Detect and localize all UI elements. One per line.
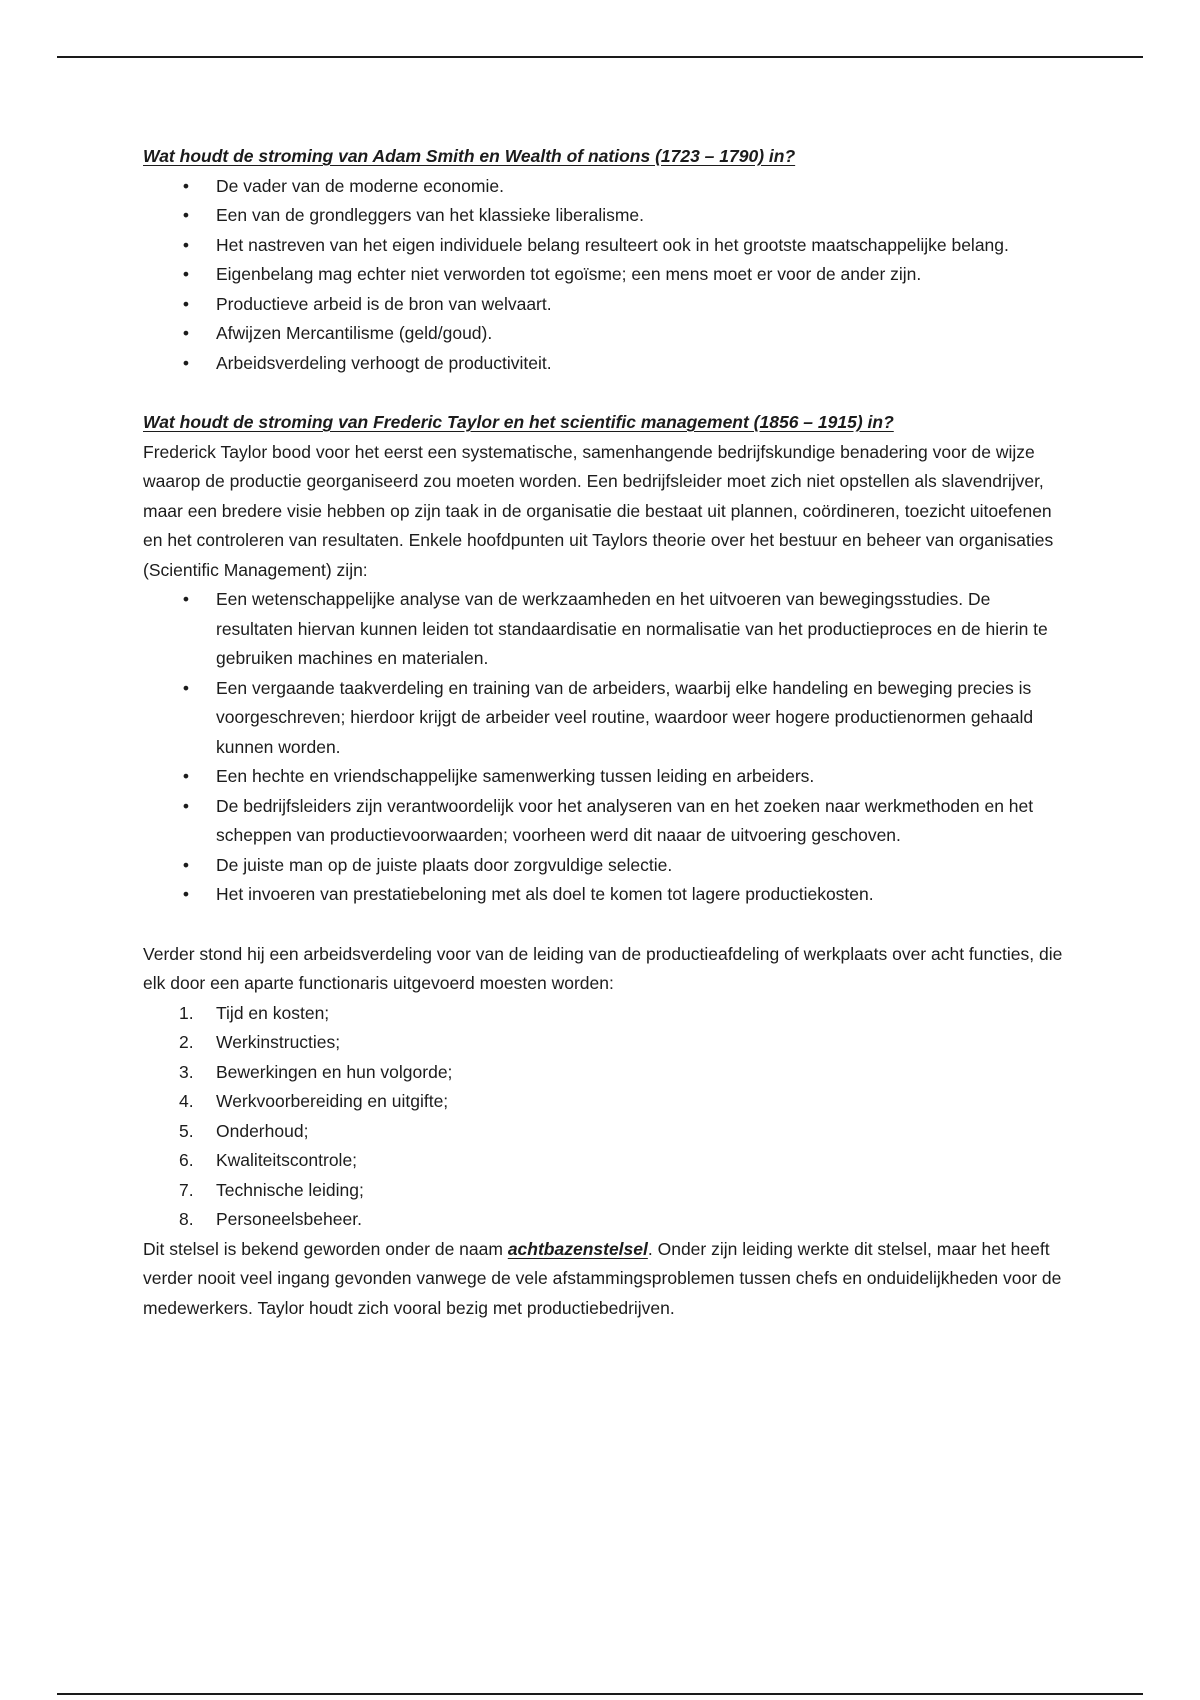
adam-smith-bullet-list: [143, 172, 1063, 379]
bullet-icon: •: [182, 884, 190, 904]
list-item: [143, 1176, 1063, 1206]
list-number: 4.: [179, 1091, 194, 1111]
list-item: [143, 851, 1063, 881]
list-item: [143, 1146, 1063, 1176]
list-item-text: De vader van de moderne economie.: [216, 175, 504, 196]
bullet-icon: •: [182, 352, 190, 373]
list-item-text: De juiste man op de juiste plaats door zorgvuldige selectie.: [216, 854, 673, 875]
list-item-text: Tijd en kosten;: [216, 1002, 330, 1023]
list-number: 5.: [179, 1120, 194, 1141]
bullet-icon: •: [182, 234, 190, 255]
list-item: [143, 1087, 1063, 1117]
section-heading-taylor: Wat houdt de stroming van Frederic Taylor en het scientific management (1856 – 1915) in?: [143, 412, 894, 432]
list-item: [143, 290, 1063, 320]
list-item-text: Afwijzen Mercantilisme (geld/goud).: [216, 323, 493, 343]
list-item: [143, 1028, 1063, 1058]
bullet-icon: •: [182, 766, 190, 786]
spacer: [143, 910, 1063, 940]
list-item-text: Technische leiding;: [216, 1179, 364, 1200]
bullet-icon: •: [182, 323, 190, 343]
bullet-icon: •: [182, 264, 190, 284]
list-item: [143, 792, 1063, 851]
list-item: [143, 674, 1063, 763]
list-item-text: Een wetenschappelijke analyse van de werkzaamheden en het uitvoeren van bewegingsstudies. De resultaten hiervan kunnen leiden tot standaardisatie en normalisatie van het productieproces en de hierin te gebruiken machines en materialen.: [216, 589, 1048, 668]
bullet-icon: •: [182, 589, 190, 609]
list-item: [143, 319, 1063, 349]
list-item-text: Het nastreven van het eigen individuele belang resulteert ook in het grootste maatschappelijke belang.: [216, 234, 1009, 255]
list-number: 1.: [179, 1002, 194, 1023]
taylor-intro-paragraph: Frederick Taylor bood voor het eerst een systematische, samenhangende bedrijfskundige benadering voor de wijze waarop de productie georganiseerd zou moeten worden. Een bedrijfsleider moet zich niet opstellen als slavendrijver, maar een bredere visie hebben op zijn taak in de organisatie die bestaat uit plannen, coördineren, toezicht uitoefenen en het controleren van resultaten. Enkele hoofdpunten uit Taylors theorie over het bestuur en beheer van organisaties (Scientific Management) zijn:: [143, 441, 1054, 580]
list-item: [143, 1058, 1063, 1088]
list-item-text: Kwaliteitscontrole;: [216, 1150, 358, 1170]
list-item-text: Een van de grondleggers van het klassieke liberalisme.: [216, 205, 645, 225]
list-item-text: Een hechte en vriendschappelijke samenwerking tussen leiding en arbeiders.: [216, 766, 815, 786]
document-body: [143, 142, 1063, 1323]
achtbazenstelsel-term: achtbazenstelsel: [507, 1238, 648, 1259]
list-item-text: Onderhoud;: [216, 1120, 309, 1141]
list-item: [143, 231, 1063, 261]
list-item-text: De bedrijfsleiders zijn verantwoordelijk voor het analyseren van en het zoeken naar werkmethoden en het scheppen van productievoorwaarden; voorheen werd dit naaar de uitvoering geschoven.: [216, 795, 1034, 845]
list-item-text: Een vergaande taakverdeling en training van de arbeiders, waarbij elke handeling en beweging precies is voorgeschreven; hierdoor krijgt de arbeider veel routine, waardoor weer hogere productienormen gehaald kunnen worden.: [216, 677, 1034, 757]
spacer: [143, 378, 1063, 408]
closing-text-before: Dit stelsel is bekend geworden onder de naam: [143, 1238, 508, 1259]
list-item-text: Werkinstructies;: [216, 1032, 341, 1052]
list-item-text: Bewerkingen en hun volgorde;: [216, 1061, 453, 1082]
list-item: [143, 1117, 1063, 1147]
list-item-text: Personeelsbeheer.: [216, 1209, 362, 1229]
list-item: [143, 762, 1063, 792]
list-number: 8.: [179, 1209, 194, 1229]
taylor-bullet-list: [143, 585, 1063, 910]
bullet-icon: •: [182, 854, 190, 875]
closing-text-after: . Onder zijn leiding werkte dit stelsel, maar het heeft verder nooit veel ingang gevonden vanwege de vele afstammingsproblemen tussen chefs en onduidelijkheden voor de medewerkers. Taylor houdt zich vooral bezig met productiebedrijven.: [143, 1238, 1062, 1318]
list-number: 7.: [179, 1179, 194, 1200]
list-item-text: Eigenbelang mag echter niet verworden tot egoïsme; een mens moet er voor de ander zijn.: [216, 264, 922, 284]
bullet-icon: •: [182, 205, 190, 225]
list-number: 6.: [179, 1150, 194, 1170]
list-item: [143, 349, 1063, 379]
functions-numbered-list: [143, 999, 1063, 1235]
functions-paragraph: Verder stond hij een arbeidsverdeling voor van de leiding van de productieafdeling of werkplaats over acht functies, die elk door een aparte functionaris uitgevoerd moesten worden:: [143, 943, 1063, 993]
list-item: [143, 880, 1063, 910]
header-rule: [57, 56, 1143, 58]
bullet-icon: •: [182, 175, 190, 196]
list-item-text: Werkvoorbereiding en uitgifte;: [216, 1091, 449, 1111]
list-item: [143, 999, 1063, 1029]
list-item: [143, 1205, 1063, 1235]
list-item: [143, 201, 1063, 231]
bullet-icon: •: [182, 795, 190, 816]
list-item-text: Arbeidsverdeling verhoogt de productiviteit.: [216, 352, 552, 373]
footer-rule: [57, 1693, 1143, 1695]
list-item: [143, 172, 1063, 202]
list-number: 3.: [179, 1061, 194, 1082]
section-heading-adam-smith: Wat houdt de stroming van Adam Smith en Wealth of nations (1723 – 1790) in?: [143, 146, 796, 166]
bullet-icon: •: [182, 293, 190, 314]
list-number: 2.: [179, 1032, 194, 1052]
list-item-text: Productieve arbeid is de bron van welvaart.: [216, 293, 552, 314]
list-item: [143, 260, 1063, 290]
list-item: [143, 585, 1063, 674]
bullet-icon: •: [182, 677, 190, 698]
list-item-text: Het invoeren van prestatiebeloning met als doel te komen tot lagere productiekosten.: [216, 884, 874, 904]
closing-paragraph: [143, 1235, 1063, 1324]
